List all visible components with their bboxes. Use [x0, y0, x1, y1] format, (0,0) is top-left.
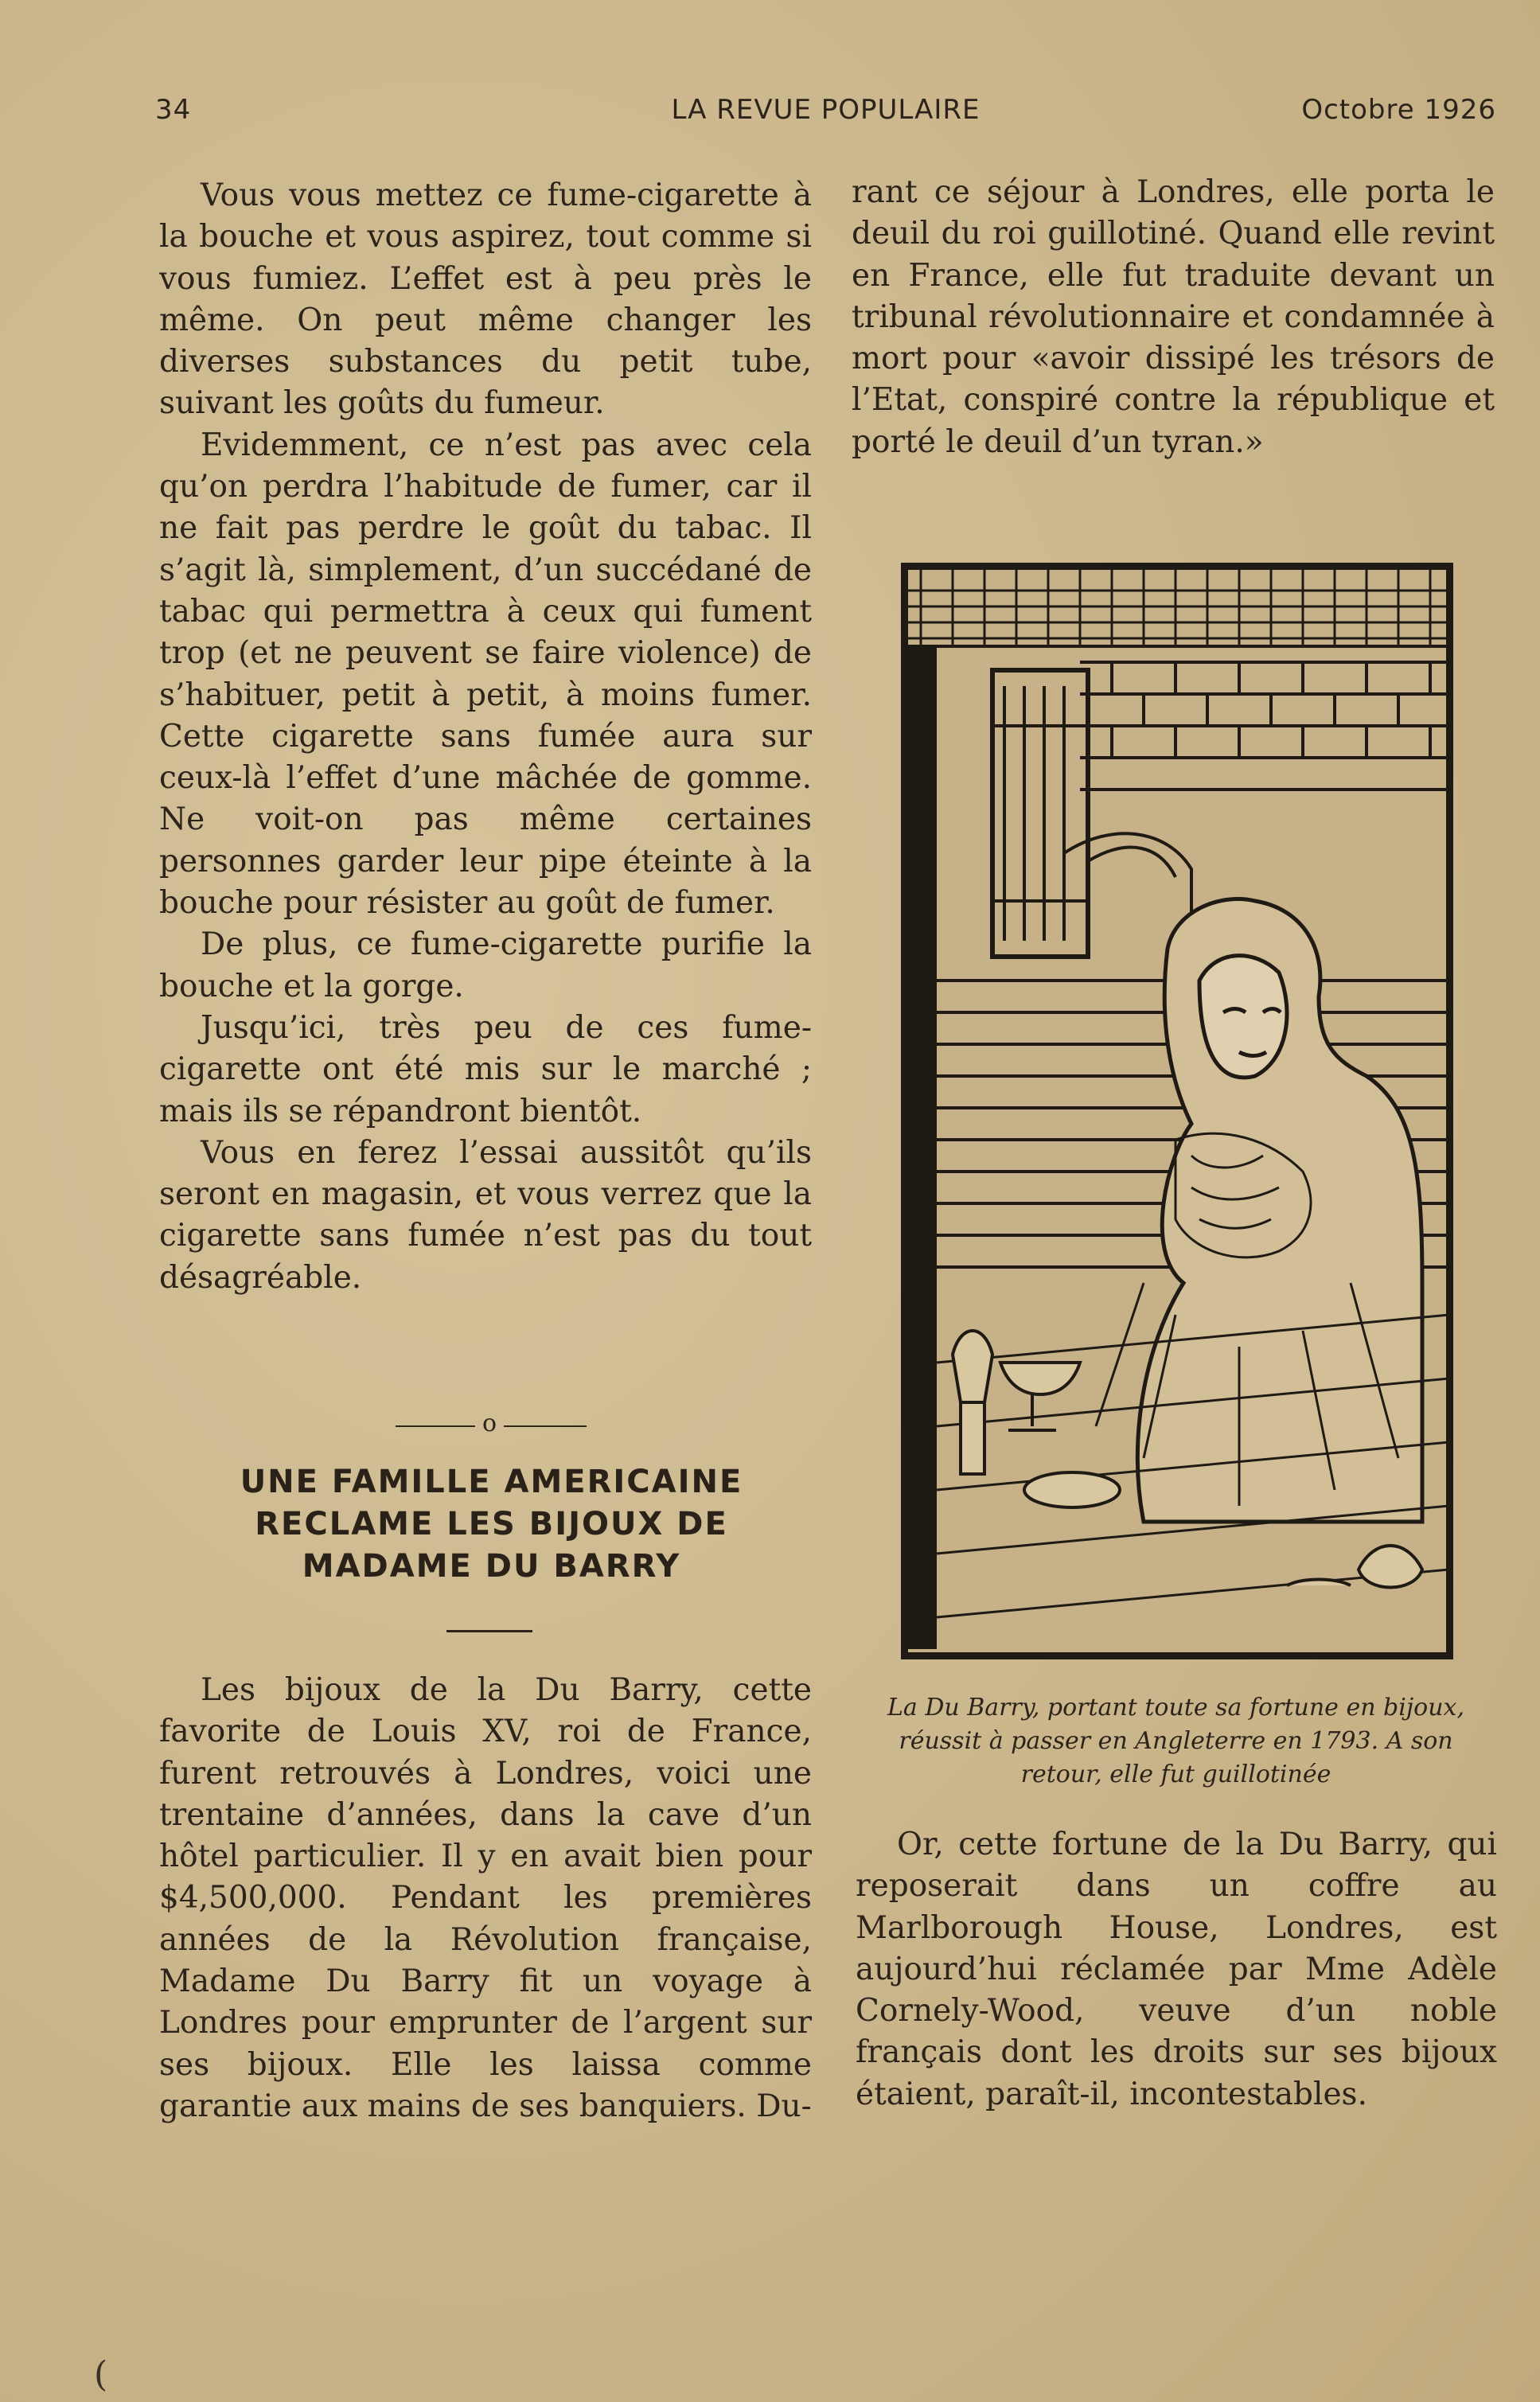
caption-line: retour, elle fut guillotinée [1020, 1761, 1331, 1788]
headline-line: RECLAME LES BIJOUX DE [255, 1506, 728, 1542]
paragraph: Vous en ferez l’essai aussitôt qu’ils seront en magasin, et vous verrez que la cigarette sans fumée n’est pas du tout désagréable. [159, 1134, 812, 1296]
illustration-caption [852, 1691, 1500, 1792]
article-right-column-bottom [856, 1824, 1497, 2115]
article-headline [183, 1461, 800, 1588]
paragraph: Or, cette fortune de la Du Barry, qui reposerait dans un coffre au Marlborough House, Londres, est aujourd’hui réclamée par Mme Adèle Cornely-Wood, veuve d’un noble français dont les droits sur ses bijoux étaient, paraît-il, incontestables. [856, 1827, 1497, 2112]
paragraph: rant ce séjour à Londres, elle porta le deuil du roi guillotiné. Quand elle revint en France, elle fut traduite devant un tribunal révolutionnaire et condamnée à mort pour «avoir dissipé les trésors de l’Etat, conspiré contre la république et porté le deuil d’un tyran.» [852, 174, 1495, 460]
paragraph: Les bijoux de la Du Barry, cette favorite de Louis XV, roi de France, furent retrouvés à Londres, voici une trentaine d’années, dans la cave d’un hôtel particulier. Il y en avait bien pour $4,500,000. Pendant les premières années de la Révolution française, Madame Du Barry fit un voyage à Londres pour emprunter de l’argent sur ses bijoux. Elle les laissa comme garantie aux mains de ses banquiers. Du- [159, 1672, 812, 2124]
caption-line: réussit à passer en Angleterre en 1793. A son [899, 1727, 1453, 1755]
article-right-column-top [852, 172, 1495, 463]
issue-date: Octobre 1926 [1301, 94, 1496, 126]
article-left-column-bottom [159, 1670, 812, 2127]
separator-glyph: o [481, 1410, 497, 1437]
engraving-du-barry-icon [901, 563, 1453, 1659]
running-header [155, 86, 1496, 134]
headline-rule [446, 1630, 532, 1632]
publication-title: LA REVUE POPULAIRE [671, 94, 981, 126]
headline-line: UNE FAMILLE AMERICAINE [240, 1464, 743, 1500]
section-separator [396, 1410, 587, 1441]
article-left-column-top [159, 175, 812, 1299]
headline-line: MADAME DU BARRY [302, 1548, 681, 1585]
margin-mark: ( [94, 2354, 108, 2395]
paragraph: Vous vous mettez ce fume-cigarette à la bouche et vous aspirez, tout comme si vous fumiez. L’effet est à peu près le même. On peut même changer les diverses substances du petit tube, suivant les goûts du fumeur. [159, 177, 812, 422]
paragraph: Evidemment, ce n’est pas avec cela qu’on perdra l’habitude de fumer, car il ne fait pas perdre le goût du tabac. Il s’agit là, simplement, d’un succédané de tabac qui permettra à ceux qui fument trop (et ne peuvent se faire violence) de s’habituer, petit à petit, à moins fumer. Cette cigarette sans fumée aura sur ceux-là l’effet d’une mâchée de gomme. Ne voit-on pas même certaines personnes garder leur pipe éteinte à la bouche pour résister au goût de fumer. [159, 427, 812, 922]
paragraph: Jusqu’ici, très peu de ces fume-cigarette ont été mis sur le marché ; mais ils se répandront bientôt. [159, 1009, 812, 1129]
page-number: 34 [155, 94, 192, 126]
paragraph: De plus, ce fume-cigarette purifie la bouche et la gorge. [159, 926, 812, 1004]
caption-line: La Du Barry, portant toute sa fortune en bijoux, [887, 1694, 1464, 1722]
